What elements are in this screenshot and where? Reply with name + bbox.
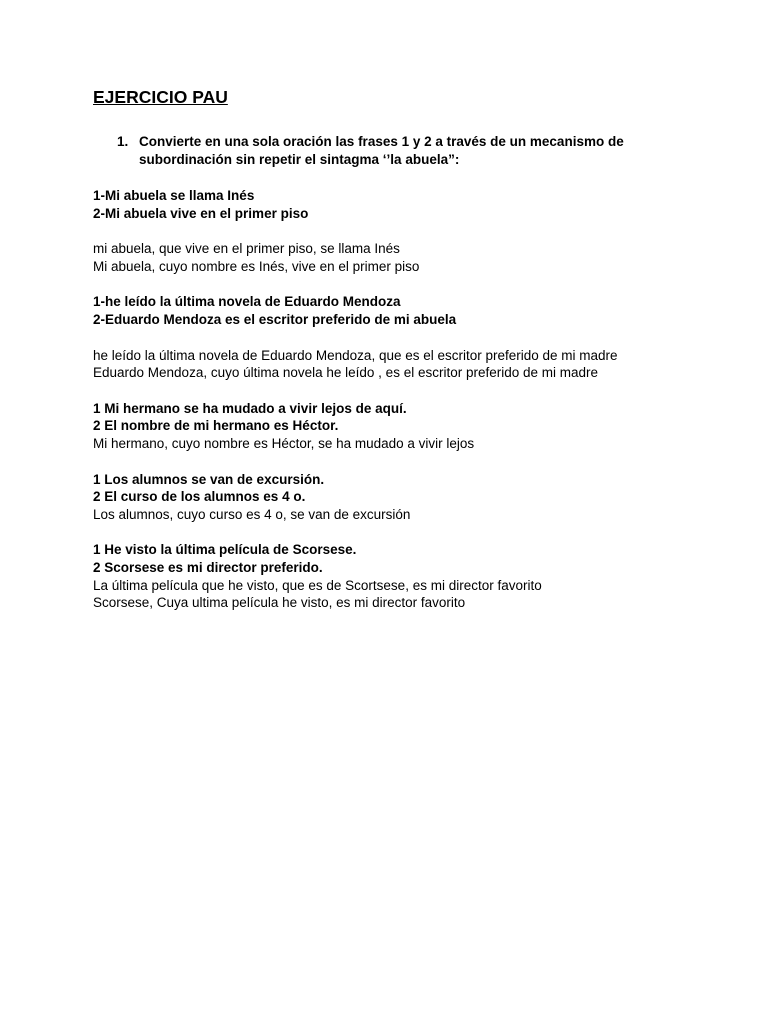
- exercise-block: [93, 293, 693, 328]
- exercise-sentence: 2 El curso de los alumnos es 4 o.: [93, 489, 306, 505]
- exercise-sentence: 2-Mi abuela vive en el primer piso: [93, 205, 309, 221]
- exercise-sentence: 2 El nombre de mi hermano es Héctor.: [93, 418, 339, 434]
- document-page: [93, 86, 693, 612]
- instruction-item: [93, 133, 693, 169]
- answer-sentence: Los alumnos, cuyo curso es 4 o, se van de excursión: [93, 506, 411, 522]
- answer-sentence: Mi abuela, cuyo nombre es Inés, vive en el primer piso: [93, 258, 420, 274]
- answer-sentence: Scorsese, Cuya ultima película he visto, es mi director favorito: [93, 595, 466, 611]
- instruction-line-1: Convierte en una sola oración las frases 1 y 2 a través de un mecanismo de: [139, 134, 624, 149]
- exercise-sentence: 1 Los alumnos se van de excursión.: [93, 471, 325, 487]
- exercise-sentence: 2 Scorsese es mi director preferido.: [93, 559, 323, 575]
- exercise-sentence: 1-Mi abuela se llama Inés: [93, 188, 255, 203]
- document-title: EJERCICIO PAU: [93, 87, 228, 107]
- answer-sentence: La última película que he visto, que es de Scortsese, es mi director favorito: [93, 577, 542, 593]
- exercise-sentence: 1 Mi hermano se ha mudado a vivir lejos de aquí.: [93, 400, 407, 416]
- exercise-block: [93, 240, 693, 275]
- answer-sentence: mi abuela, que vive en el primer piso, se llama Inés: [93, 241, 400, 257]
- exercise-block: [93, 400, 693, 453]
- answer-sentence: Mi hermano, cuyo nombre es Héctor, se ha mudado a vivir lejos: [93, 435, 475, 451]
- exercise-block: [93, 187, 693, 222]
- exercise-block: [93, 471, 693, 524]
- exercise-sentence: 2-Eduardo Mendoza es el escritor preferido de mi abuela: [93, 311, 457, 327]
- instruction-number: 1.: [117, 134, 129, 149]
- exercise-blocks: [93, 187, 693, 612]
- instruction-line-2: subordinación sin repetir el sintagma ‘’la abuela”:: [139, 152, 460, 167]
- answer-sentence: he leído la última novela de Eduardo Mendoza, que es el escritor preferido de mi madre: [93, 347, 618, 363]
- exercise-block: [93, 347, 693, 382]
- exercise-block: [93, 541, 693, 611]
- answer-sentence: Eduardo Mendoza, cuyo última novela he leído , es el escritor preferido de mi madre: [93, 365, 599, 381]
- exercise-sentence: 1 He visto la última película de Scorsese.: [93, 542, 357, 558]
- exercise-sentence: 1-he leído la última novela de Eduardo Mendoza: [93, 294, 401, 310]
